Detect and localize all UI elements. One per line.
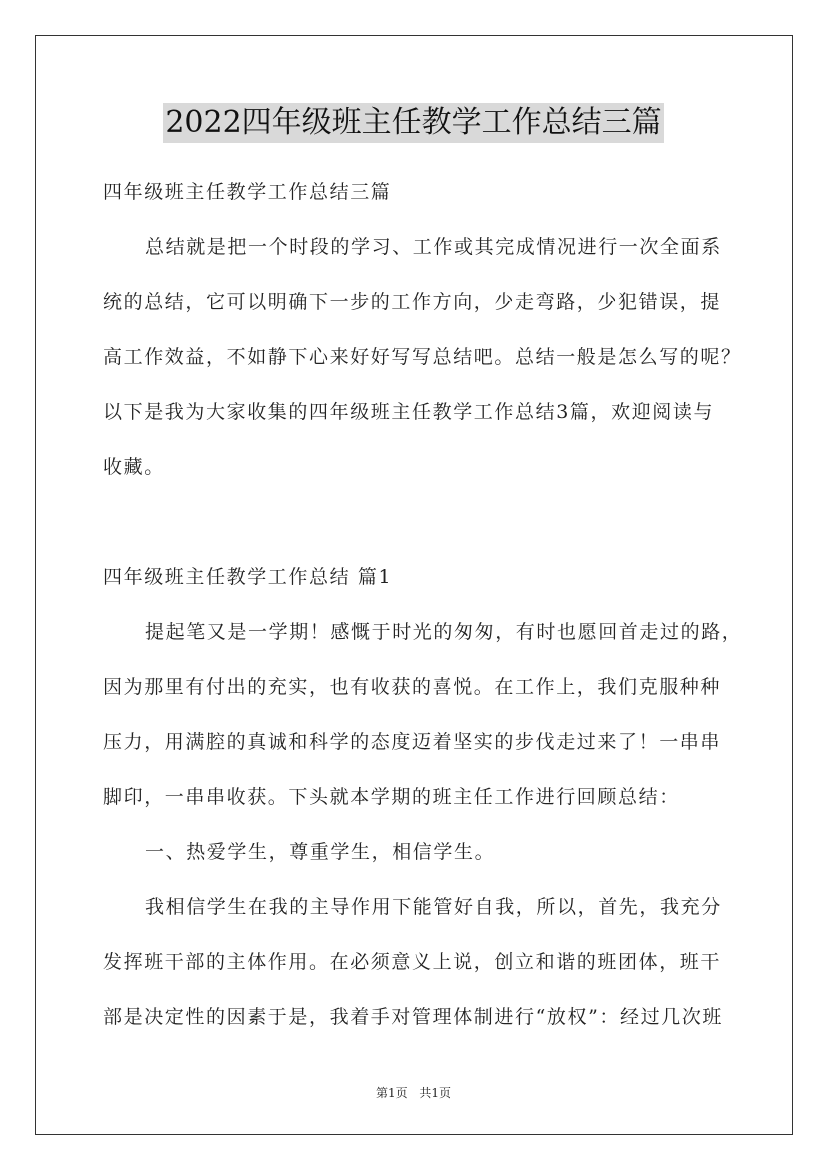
paragraph-line: 脚印，一串串收获。下头就本学期的班主任工作进行回顾总结： xyxy=(103,786,680,808)
paragraph-line: 发挥班干部的主体作用。在必须意义上说，创立和谐的班团体，班干 xyxy=(103,951,722,973)
intro-line: 统的总结，它可以明确下一步的工作方向，少走弯路，少犯错误，提 xyxy=(103,291,722,313)
paragraph-line: 部是决定性的因素于是，我着手对管理体制进行“放权”：经过几次班 xyxy=(103,1006,724,1028)
page-number: 第1页 xyxy=(375,1086,408,1100)
paragraph-line: 因为那里有付出的充实，也有收获的喜悦。在工作上，我们克服种种 xyxy=(103,676,722,698)
document-body xyxy=(103,165,743,1045)
paragraph-line: 提起笔又是一学期！感慨于时光的匆匆，有时也愿回首走过的路， xyxy=(145,621,743,643)
page-footer xyxy=(0,1084,827,1101)
paragraph-line: 压力，用满腔的真诚和科学的态度迈着坚实的步伐走过来了！一串串 xyxy=(103,731,722,753)
paragraph-gap xyxy=(103,495,743,550)
paragraph-line: 我相信学生在我的主导作用下能管好自我，所以，首先，我充分 xyxy=(145,896,722,918)
intro-line: 总结就是把一个时段的学习、工作或其完成情况进行一次全面系 xyxy=(145,236,722,258)
point-heading: 一、热爱学生，尊重学生，相信学生。 xyxy=(145,841,496,863)
intro-line: 高工作效益，不如静下心来好好写写总结吧。总结一般是怎么写的呢？ xyxy=(103,346,742,368)
subtitle: 四年级班主任教学工作总结三篇 xyxy=(103,181,392,203)
document-title: 2022四年级班主任教学工作总结三篇 xyxy=(163,103,663,143)
section-heading: 四年级班主任教学工作总结 篇1 xyxy=(103,566,393,588)
title-container xyxy=(0,103,827,143)
page-total: 共1页 xyxy=(419,1086,452,1100)
intro-line: 以下是我为大家收集的四年级班主任教学工作总结3篇，欢迎阅读与 xyxy=(103,401,715,423)
intro-line: 收藏。 xyxy=(103,456,165,478)
